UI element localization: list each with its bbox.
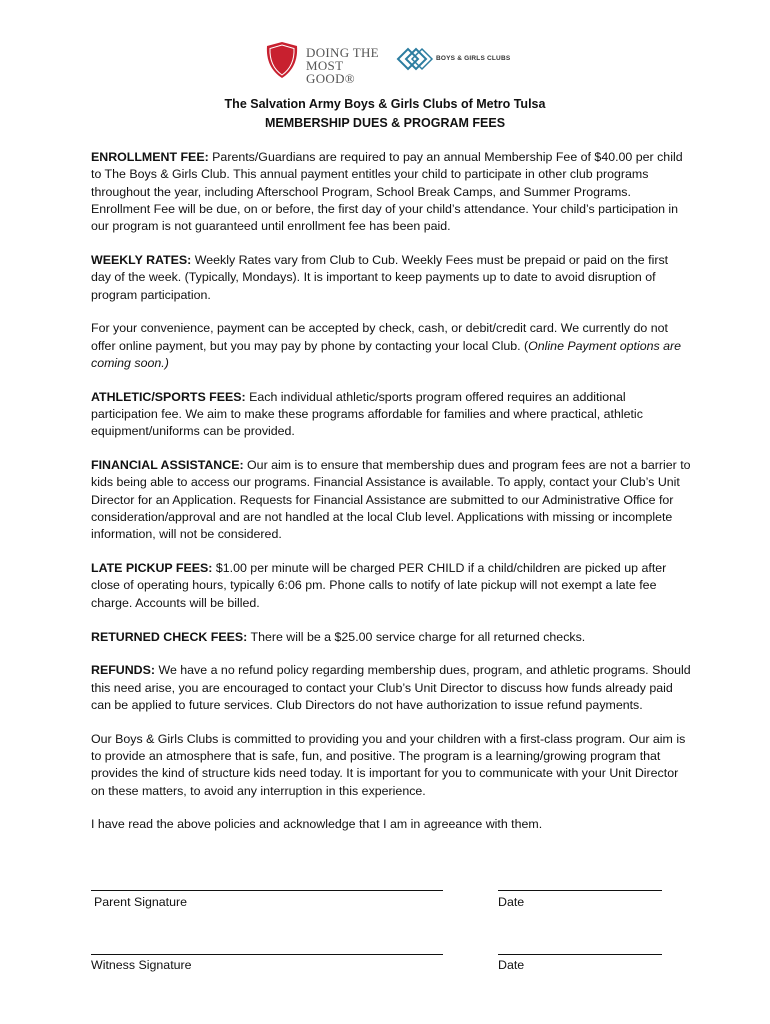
payment-paragraph: [91, 320, 691, 372]
late-pickup-text: $1.00 per minute will be charged PER CHILD if a child/children are picked up after close of operating hours, typically 6:06 pm. Phone calls to notify of late pickup will not exempt a late fee charge. Accounts will be billed.: [91, 561, 667, 610]
salvation-army-tagline: DOING THE MOST GOOD®: [306, 45, 379, 86]
boys-girls-clubs-logo-text: BOYS & GIRLS CLUBS: [436, 55, 511, 62]
athletic-text: Each individual athletic/sports program offered requires an additional participation fee. We aim to make these programs affordable for families and where practical, athletic equipment/uniforms can be provided.: [91, 389, 643, 439]
refunds-text: We have a no refund policy regarding membership dues, program, and athletic programs. Should this need arise, you are encouraged to contact your Club’s Unit Director to discuss how funds already paid can be applied to future services. Club Directors do not have authorization to issue refund payments.: [91, 663, 691, 712]
parent-signature-label: Parent Signature: [94, 895, 187, 909]
witness-signature-label: Witness Signature: [91, 958, 192, 972]
date-line-2[interactable]: [498, 954, 662, 955]
parent-signature-line[interactable]: [91, 890, 443, 891]
late-pickup-paragraph: [91, 560, 691, 612]
late-pickup-label: LATE PICKUP FEES:: [91, 561, 213, 576]
commitment-paragraph: Our Boys & Girls Clubs is committed to providing you and your children with a first-class program. Our aim is to provide an atmosphere that is safe, fun, and positive. The program is a learning/growing program that provides the kind of structure kids need today. It is important for you to communicate with your Unit Director on these matters, to avoid any interruption in this experience.: [91, 731, 686, 798]
returned-check-paragraph: [91, 629, 691, 646]
enrollment-text: Parents/Guardians are required to pay an annual Membership Fee of $40.00 per child to The Boys & Girls Club. This annual payment entitles your child to participate in other club programs throughout the year, including Afterschool Program, School Break Camps, and Summer Programs. Enrollment Fee will be due, on or before, the first day of your child’s attendance. Your child’s participation in our program is not guaranteed until enrollment fee has been paid.: [91, 150, 683, 234]
weekly-text: Weekly Rates vary from Club to Cub. Weekly Fees must be prepaid or paid on the first day of the week. (Typically, Mondays). It is important to keep payments up to date to avoid disruption of program participation.: [91, 252, 669, 302]
doc-title: MEMBERSHIP DUES & PROGRAM FEES: [264, 116, 506, 130]
payment-italic-note: Online Payment options are coming soon.): [91, 338, 682, 370]
athletic-label: ATHLETIC/SPORTS FEES:: [91, 389, 246, 404]
witness-signature-line[interactable]: [91, 954, 443, 955]
financial-paragraph: [91, 457, 691, 543]
acknowledge-paragraph: I have read the above policies and acknowledge that I am in agreeance with them.: [91, 817, 543, 832]
financial-label: FINANCIAL ASSISTANCE:: [91, 458, 244, 473]
date-label-2: Date: [498, 958, 525, 972]
enrollment-label: ENROLLMENT FEE:: [91, 150, 209, 164]
date-line-1[interactable]: [498, 890, 662, 891]
returned-check-text: There will be a $25.00 service charge for all returned checks.: [247, 629, 586, 644]
weekly-label: WEEKLY RATES:: [91, 252, 192, 267]
org-title: The Salvation Army Boys & Girls Clubs of Metro Tulsa: [224, 97, 546, 111]
boys-girls-clubs-logo-icon: [396, 46, 434, 72]
refunds-label: REFUNDS:: [91, 663, 156, 678]
athletic-paragraph: [91, 389, 691, 441]
date-label-1: Date: [498, 895, 525, 909]
returned-check-label: RETURNED CHECK FEES:: [91, 629, 248, 644]
enrollment-paragraph: [91, 149, 691, 235]
document-body: [91, 149, 691, 850]
refunds-paragraph: [91, 662, 691, 714]
weekly-paragraph: [91, 252, 691, 304]
financial-text: Our aim is to ensure that membership dues and program fees are not a barrier to kids being able to access our programs. Financial Assistance is available. To apply, contact your Club’s Unit Director for an Application. Requests for Financial Assistance are submitted to our Administrative Office for consideration/approval and are not handled at the local Club level. Applications with missing or incomplete information, will not be considered.: [91, 458, 691, 542]
payment-text: For your convenience, payment can be accepted by check, cash, or debit/credit card. We currently do not offer online payment, but you may pay by phone by contacting your local Club. (: [91, 321, 668, 353]
salvation-army-shield-logo: [262, 40, 302, 80]
